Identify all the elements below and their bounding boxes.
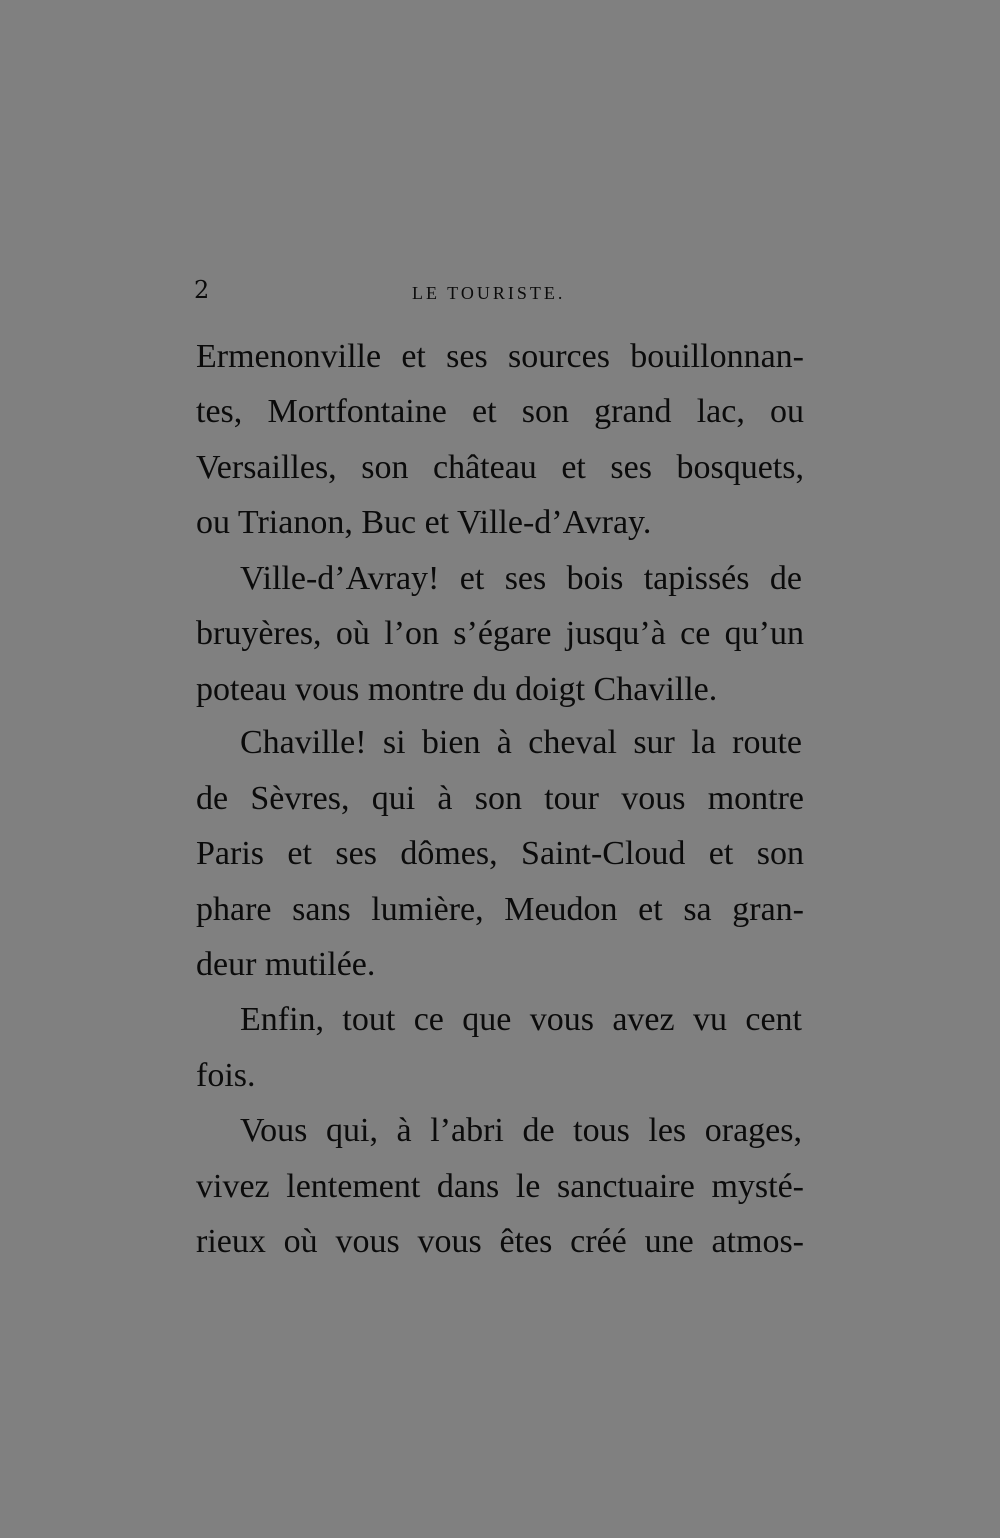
running-head: LE TOURISTE. (412, 283, 566, 303)
text-line: Versailles, son château et ses bosquets, (196, 449, 804, 486)
text-line: Ermenonville et ses sources bouillonnan- (196, 338, 804, 375)
text-line: Paris et ses dômes, Saint-Cloud et son (196, 835, 804, 872)
text-line: rieux où vous vous êtes créé une atmos- (196, 1223, 804, 1260)
text-line: Ville-d’Avray! et ses bois tapissés de (240, 560, 802, 597)
text-line: bruyères, où l’on s’égare jusqu’à ce qu’un (196, 615, 804, 652)
text-line: de Sèvres, qui à son tour vous montre (196, 780, 804, 817)
text-line: fois. (196, 1057, 256, 1094)
text-line: poteau vous montre du doigt Chaville. (196, 671, 718, 708)
text-line: vivez lentement dans le sanctuaire mysté- (196, 1168, 804, 1205)
text-line: Chaville! si bien à cheval sur la route (240, 724, 802, 761)
text-line: Vous qui, à l’abri de tous les orages, (240, 1112, 802, 1149)
text-line: tes, Mortfontaine et son grand lac, ou (196, 393, 804, 430)
text-line: Enfin, tout ce que vous avez vu cent (240, 1001, 802, 1038)
text-line: deur mutilée. (196, 946, 376, 983)
text-line: phare sans lumière, Meudon et sa gran- (196, 891, 804, 928)
text-line: ou Trianon, Buc et Ville-d’Avray. (196, 504, 652, 541)
page-number: 2 (194, 276, 210, 304)
